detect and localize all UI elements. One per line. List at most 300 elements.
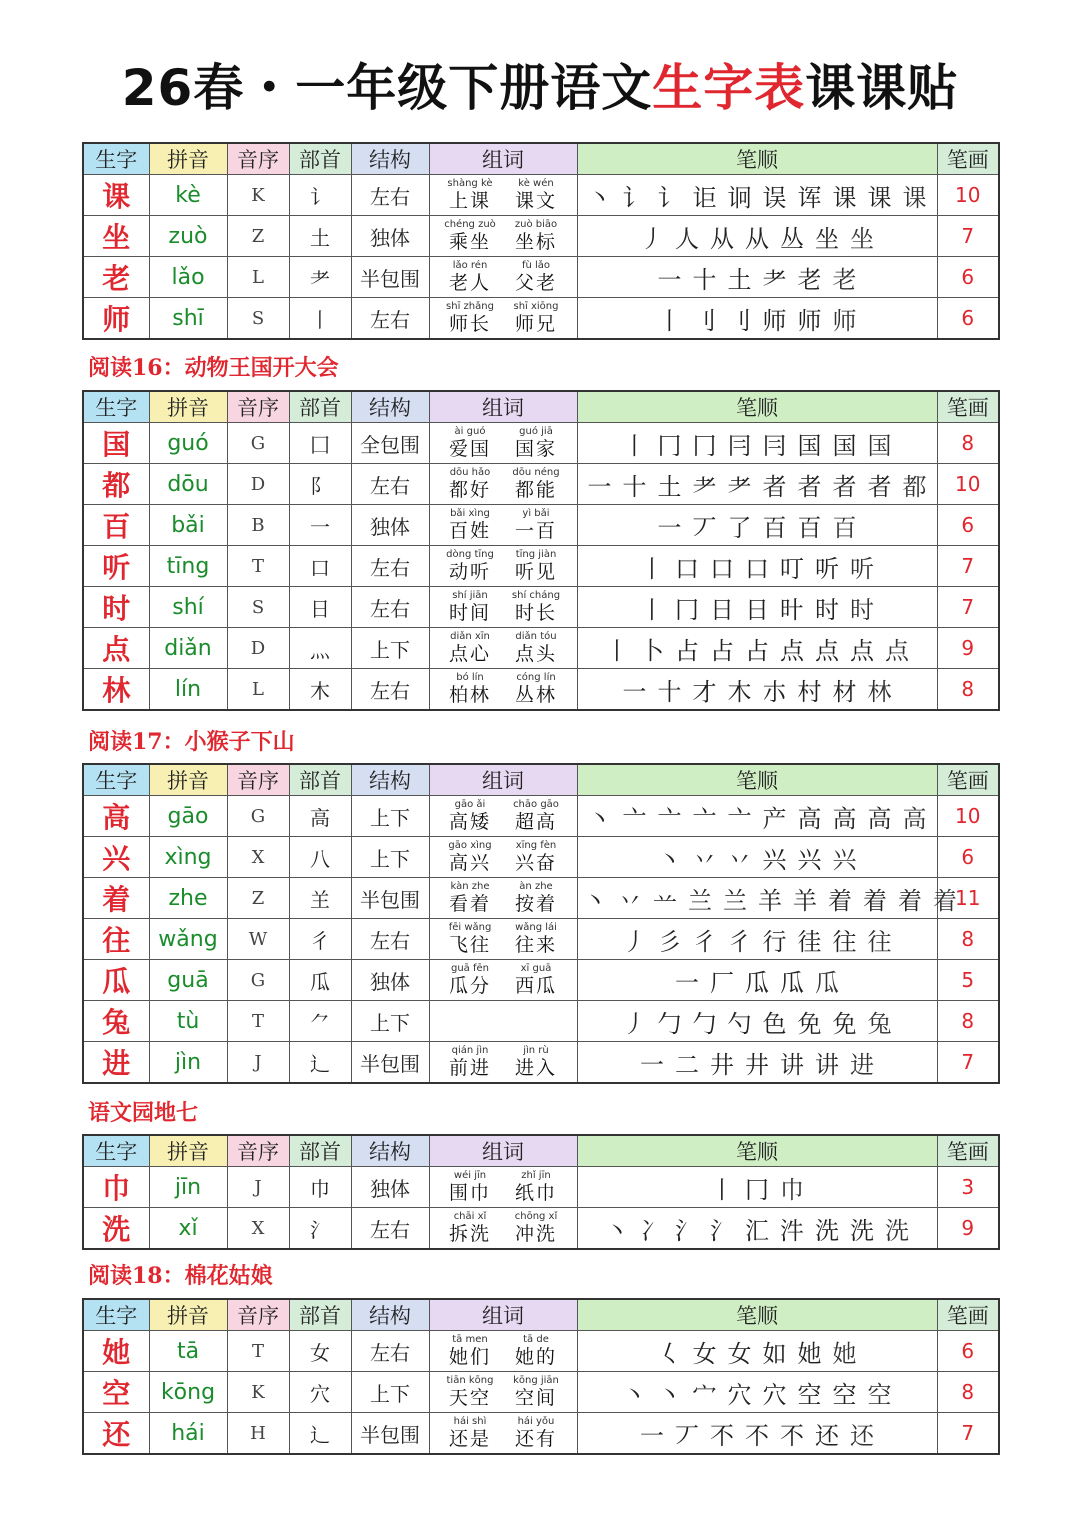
character-cell: 还 bbox=[83, 1413, 149, 1455]
word-pinyin: zuò biāo bbox=[514, 219, 558, 230]
word-pinyin: fēi wǎng bbox=[448, 922, 492, 933]
word-pinyin: diǎn xīn bbox=[450, 631, 490, 642]
stroke-step: 一 bbox=[587, 472, 612, 501]
word-item bbox=[507, 178, 565, 212]
header-count: 笔画 bbox=[937, 391, 999, 423]
stroke-step: 日 bbox=[745, 595, 769, 624]
stroke-step: 羊 bbox=[793, 886, 817, 915]
header-strokes: 笔顺 bbox=[577, 391, 937, 423]
word-pinyin: shí cháng bbox=[511, 590, 561, 601]
word-pinyin: gāo ǎi bbox=[454, 799, 486, 810]
words-cell bbox=[429, 175, 577, 216]
pinyin-cell: zhe bbox=[149, 878, 227, 919]
structure-cell: 左右 bbox=[351, 587, 429, 628]
stroke-order-cell bbox=[577, 505, 937, 546]
structure-cell: 半包围 bbox=[351, 1413, 429, 1455]
stroke-step: 老 bbox=[797, 265, 822, 294]
stroke-step: 高 bbox=[867, 804, 892, 833]
word-text: 时间 bbox=[448, 602, 491, 624]
stroke-step: 十 bbox=[657, 677, 682, 706]
word-text: 围巾 bbox=[448, 1182, 491, 1204]
section-title: 阅读16：动物王国开大会 bbox=[88, 355, 339, 381]
stroke-order-cell bbox=[577, 1167, 937, 1208]
header-radical: 部首 bbox=[289, 764, 351, 796]
word-text: 超高 bbox=[514, 811, 557, 833]
order-cell: G bbox=[227, 423, 289, 464]
structure-cell: 上下 bbox=[351, 628, 429, 669]
word-text: 动听 bbox=[448, 561, 491, 583]
word-item bbox=[507, 963, 565, 997]
stroke-step: 丿 bbox=[622, 927, 647, 956]
words-cell bbox=[429, 1042, 577, 1084]
header-count: 笔画 bbox=[937, 764, 999, 796]
word-item bbox=[441, 1334, 499, 1368]
stroke-count-cell: 8 bbox=[937, 1372, 999, 1413]
word-text: 她的 bbox=[514, 1346, 557, 1368]
order-cell: K bbox=[227, 1372, 289, 1413]
header-words: 组词 bbox=[429, 1135, 577, 1167]
stroke-step: 汇 bbox=[745, 1216, 769, 1245]
stroke-count-cell: 6 bbox=[937, 837, 999, 878]
word-text: 上课 bbox=[448, 190, 491, 212]
stroke-step: 师 bbox=[832, 306, 857, 335]
word-group bbox=[430, 467, 577, 501]
stroke-step: 丨 bbox=[657, 306, 682, 335]
stroke-step: 还 bbox=[850, 1421, 874, 1450]
header-order: 音序 bbox=[227, 391, 289, 423]
word-text: 还是 bbox=[448, 1428, 491, 1450]
stroke-step: 冂 bbox=[745, 1175, 769, 1204]
radical-cell: 口 bbox=[289, 546, 351, 587]
stroke-step: 彳 bbox=[692, 927, 717, 956]
word-group bbox=[430, 799, 577, 833]
stroke-step: 者 bbox=[762, 472, 787, 501]
pinyin-cell: dōu bbox=[149, 464, 227, 505]
structure-cell: 左右 bbox=[351, 1331, 429, 1372]
stroke-step: 丶 bbox=[587, 804, 612, 833]
structure-cell: 独体 bbox=[351, 505, 429, 546]
stroke-step: 丿 bbox=[640, 224, 664, 253]
stroke-step: 汼 bbox=[780, 1216, 804, 1245]
word-text: 课文 bbox=[514, 190, 557, 212]
word-text: 拆洗 bbox=[448, 1223, 491, 1245]
character-table bbox=[82, 1298, 1000, 1455]
stroke-step: 者 bbox=[832, 472, 857, 501]
word-text: 纸巾 bbox=[514, 1182, 557, 1204]
word-item bbox=[507, 840, 565, 874]
stroke-step: 往 bbox=[832, 927, 857, 956]
pinyin-cell: xìng bbox=[149, 837, 227, 878]
stroke-step: 彳 bbox=[727, 927, 752, 956]
stroke-step: 不 bbox=[780, 1421, 804, 1450]
stroke-step: 高 bbox=[832, 804, 857, 833]
stroke-count-cell: 6 bbox=[937, 1331, 999, 1372]
stroke-step: 往 bbox=[867, 927, 892, 956]
word-group bbox=[430, 1375, 577, 1409]
word-item bbox=[507, 301, 565, 335]
stroke-order-cell bbox=[577, 669, 937, 711]
structure-cell: 独体 bbox=[351, 216, 429, 257]
word-item bbox=[441, 1211, 499, 1245]
words-cell bbox=[429, 257, 577, 298]
table-row bbox=[83, 1001, 999, 1042]
word-item bbox=[507, 549, 565, 583]
section-title: 语文园地七 bbox=[88, 1100, 199, 1126]
word-item bbox=[441, 1170, 499, 1204]
radical-cell: 巾 bbox=[289, 1167, 351, 1208]
stroke-step: 一 bbox=[622, 677, 647, 706]
pinyin-cell: tā bbox=[149, 1331, 227, 1372]
word-text: 点心 bbox=[448, 643, 491, 665]
pinyin-cell: jīn bbox=[149, 1167, 227, 1208]
stroke-step: 人 bbox=[675, 224, 699, 253]
word-pinyin: àn zhe bbox=[519, 881, 553, 892]
stroke-step: 国 bbox=[832, 431, 857, 460]
radical-cell: 彳 bbox=[289, 919, 351, 960]
stroke-step: 时 bbox=[815, 595, 839, 624]
stroke-step: 十 bbox=[622, 472, 647, 501]
word-item bbox=[441, 1375, 499, 1409]
table-row bbox=[83, 587, 999, 628]
word-text: 一百 bbox=[514, 520, 557, 542]
stroke-step: 百 bbox=[797, 513, 822, 542]
order-cell: H bbox=[227, 1413, 289, 1455]
stroke-step: 勺 bbox=[727, 1009, 752, 1038]
title-highlight: 生字表 bbox=[652, 59, 806, 117]
words-cell bbox=[429, 796, 577, 837]
pinyin-cell: jìn bbox=[149, 1042, 227, 1084]
stroke-step: 旪 bbox=[780, 595, 804, 624]
stroke-step: 丷 bbox=[692, 845, 717, 874]
word-item bbox=[441, 467, 499, 501]
word-item bbox=[441, 1416, 499, 1450]
structure-cell: 半包围 bbox=[351, 878, 429, 919]
stroke-step: 着 bbox=[898, 886, 922, 915]
character-cell: 都 bbox=[83, 464, 149, 505]
word-text: 爱国 bbox=[448, 438, 491, 460]
word-pinyin: dōu hǎo bbox=[449, 467, 491, 478]
stroke-count-cell: 7 bbox=[937, 546, 999, 587]
header-row bbox=[83, 391, 999, 423]
table-row bbox=[83, 1208, 999, 1250]
header-words: 组词 bbox=[429, 391, 577, 423]
word-item bbox=[507, 631, 565, 665]
word-pinyin: chéng zuò bbox=[444, 219, 496, 230]
stroke-step: 占 bbox=[675, 636, 699, 665]
title-part-1: 26春・一年级下册语文 bbox=[121, 59, 653, 117]
words-cell bbox=[429, 837, 577, 878]
stroke-step: 高 bbox=[902, 804, 927, 833]
stroke-step: 点 bbox=[850, 636, 874, 665]
structure-cell: 左右 bbox=[351, 919, 429, 960]
pinyin-cell: wǎng bbox=[149, 919, 227, 960]
word-group bbox=[430, 426, 577, 460]
word-group bbox=[430, 881, 577, 915]
word-item bbox=[441, 922, 499, 956]
stroke-order-cell bbox=[577, 298, 937, 340]
table-row bbox=[83, 1331, 999, 1372]
stroke-step: 冃 bbox=[727, 431, 752, 460]
stroke-step: 坐 bbox=[850, 224, 874, 253]
header-pinyin: 拼音 bbox=[149, 1135, 227, 1167]
stroke-count-cell: 7 bbox=[937, 1042, 999, 1084]
table-row bbox=[83, 546, 999, 587]
stroke-count-cell: 5 bbox=[937, 960, 999, 1001]
word-item bbox=[507, 799, 565, 833]
word-item bbox=[441, 426, 499, 460]
word-item bbox=[507, 467, 565, 501]
stroke-step: 诨 bbox=[797, 183, 822, 212]
stroke-count-cell: 10 bbox=[937, 175, 999, 216]
stroke-step: 从 bbox=[745, 224, 769, 253]
word-group bbox=[430, 549, 577, 583]
character-cell: 坐 bbox=[83, 216, 149, 257]
word-text: 前进 bbox=[448, 1057, 491, 1079]
stroke-count-cell: 6 bbox=[937, 298, 999, 340]
pinyin-cell: guó bbox=[149, 423, 227, 464]
radical-cell: 穴 bbox=[289, 1372, 351, 1413]
stroke-step: 百 bbox=[832, 513, 857, 542]
word-group bbox=[430, 922, 577, 956]
header-order: 音序 bbox=[227, 1135, 289, 1167]
order-cell: S bbox=[227, 298, 289, 340]
word-pinyin: jìn rù bbox=[523, 1045, 549, 1056]
stroke-order-cell bbox=[577, 960, 937, 1001]
order-cell: T bbox=[227, 1001, 289, 1042]
stroke-count-cell: 7 bbox=[937, 216, 999, 257]
stroke-step: 点 bbox=[780, 636, 804, 665]
stroke-step: 空 bbox=[867, 1380, 892, 1409]
words-cell bbox=[429, 587, 577, 628]
word-text: 看着 bbox=[448, 893, 491, 915]
word-text: 乘坐 bbox=[448, 231, 491, 253]
stroke-step: 师 bbox=[762, 306, 787, 335]
stroke-step: 都 bbox=[902, 472, 927, 501]
stroke-step: 洗 bbox=[815, 1216, 839, 1245]
header-structure: 结构 bbox=[351, 391, 429, 423]
word-item bbox=[507, 1170, 565, 1204]
word-text: 瓜分 bbox=[448, 975, 491, 997]
stroke-count-cell: 8 bbox=[937, 423, 999, 464]
stroke-step: 耂 bbox=[727, 472, 752, 501]
stroke-step: 不 bbox=[745, 1421, 769, 1450]
word-pinyin: ài guó bbox=[454, 426, 486, 437]
character-cell: 往 bbox=[83, 919, 149, 960]
stroke-step: 老 bbox=[832, 265, 857, 294]
stroke-step: 不 bbox=[710, 1421, 734, 1450]
stroke-count-cell: 6 bbox=[937, 505, 999, 546]
structure-cell: 独体 bbox=[351, 1167, 429, 1208]
character-cell: 洗 bbox=[83, 1208, 149, 1250]
stroke-step: 洗 bbox=[885, 1216, 909, 1245]
words-cell bbox=[429, 919, 577, 960]
stroke-step: 材 bbox=[832, 677, 857, 706]
stroke-order-cell bbox=[577, 257, 937, 298]
stroke-step: 还 bbox=[815, 1421, 839, 1450]
order-cell: K bbox=[227, 175, 289, 216]
word-group bbox=[430, 1334, 577, 1368]
stroke-step: 如 bbox=[762, 1339, 787, 1368]
word-pinyin: bó lín bbox=[456, 672, 484, 683]
radical-cell: 灬 bbox=[289, 628, 351, 669]
pinyin-cell: lín bbox=[149, 669, 227, 711]
word-item bbox=[507, 426, 565, 460]
radical-cell: 瓜 bbox=[289, 960, 351, 1001]
order-cell: B bbox=[227, 505, 289, 546]
character-cell: 师 bbox=[83, 298, 149, 340]
stroke-step: 讲 bbox=[815, 1050, 839, 1079]
stroke-step: 丆 bbox=[692, 513, 717, 542]
header-char: 生字 bbox=[83, 764, 149, 796]
stroke-step: 兴 bbox=[762, 845, 787, 874]
table-row bbox=[83, 505, 999, 546]
pinyin-cell: diǎn bbox=[149, 628, 227, 669]
stroke-count-cell: 10 bbox=[937, 464, 999, 505]
character-table bbox=[82, 763, 1000, 1084]
stroke-step: 十 bbox=[692, 265, 717, 294]
order-cell: X bbox=[227, 837, 289, 878]
header-count: 笔画 bbox=[937, 1135, 999, 1167]
stroke-order-cell bbox=[577, 837, 937, 878]
word-item bbox=[441, 508, 499, 542]
stroke-step: 冂 bbox=[675, 595, 699, 624]
stroke-step: 耂 bbox=[762, 265, 787, 294]
stroke-step: 着 bbox=[933, 886, 957, 915]
stroke-step: 丨 bbox=[605, 636, 629, 665]
word-pinyin: chāi xǐ bbox=[453, 1211, 487, 1222]
word-text: 老人 bbox=[448, 272, 491, 294]
stroke-step: 瓜 bbox=[780, 968, 804, 997]
character-cell: 林 bbox=[83, 669, 149, 711]
character-cell: 瓜 bbox=[83, 960, 149, 1001]
structure-cell: 左右 bbox=[351, 464, 429, 505]
table-row bbox=[83, 960, 999, 1001]
header-strokes: 笔顺 bbox=[577, 1135, 937, 1167]
character-table bbox=[82, 142, 1000, 340]
stroke-step: 兴 bbox=[797, 845, 822, 874]
header-order: 音序 bbox=[227, 1299, 289, 1331]
word-text: 西瓜 bbox=[514, 975, 557, 997]
word-text: 按着 bbox=[514, 893, 557, 915]
table-row bbox=[83, 919, 999, 960]
table-row bbox=[83, 1042, 999, 1084]
order-cell: L bbox=[227, 257, 289, 298]
stroke-step: 才 bbox=[692, 677, 717, 706]
word-text: 还有 bbox=[514, 1428, 557, 1450]
pinyin-cell: shí bbox=[149, 587, 227, 628]
character-cell: 高 bbox=[83, 796, 149, 837]
order-cell: G bbox=[227, 960, 289, 1001]
stroke-step: 误 bbox=[762, 183, 787, 212]
header-radical: 部首 bbox=[289, 1299, 351, 1331]
radical-cell: 一 bbox=[289, 505, 351, 546]
word-pinyin: qián jìn bbox=[451, 1045, 489, 1056]
character-cell: 点 bbox=[83, 628, 149, 669]
word-pinyin: chōng xǐ bbox=[514, 1211, 558, 1222]
stroke-step: 亠 bbox=[727, 804, 752, 833]
word-text: 柏林 bbox=[448, 684, 491, 706]
word-text: 冲洗 bbox=[514, 1223, 557, 1245]
word-item bbox=[441, 799, 499, 833]
table-row bbox=[83, 878, 999, 919]
header-row bbox=[83, 1299, 999, 1331]
pinyin-cell: bǎi bbox=[149, 505, 227, 546]
word-group bbox=[430, 301, 577, 335]
word-item bbox=[507, 1375, 565, 1409]
stroke-order-cell bbox=[577, 919, 937, 960]
stroke-step: 者 bbox=[867, 472, 892, 501]
stroke-step: 听 bbox=[850, 554, 874, 583]
word-group bbox=[430, 1211, 577, 1245]
stroke-step: 讵 bbox=[692, 183, 717, 212]
radical-cell: 阝 bbox=[289, 464, 351, 505]
header-structure: 结构 bbox=[351, 1135, 429, 1167]
order-cell: Z bbox=[227, 878, 289, 919]
word-pinyin: tā de bbox=[523, 1334, 549, 1345]
word-group bbox=[430, 631, 577, 665]
stroke-step: 女 bbox=[727, 1339, 752, 1368]
stroke-step: 穴 bbox=[727, 1380, 752, 1409]
stroke-step: 百 bbox=[762, 513, 787, 542]
word-item bbox=[507, 1045, 565, 1079]
stroke-count-cell: 7 bbox=[937, 1413, 999, 1455]
pinyin-cell: gāo bbox=[149, 796, 227, 837]
stroke-step: 丶 bbox=[587, 183, 612, 212]
word-group bbox=[430, 1045, 577, 1079]
header-structure: 结构 bbox=[351, 1299, 429, 1331]
word-item bbox=[441, 631, 499, 665]
word-item bbox=[441, 672, 499, 706]
header-strokes: 笔顺 bbox=[577, 143, 937, 175]
stroke-step: 丛 bbox=[780, 224, 804, 253]
table-row bbox=[83, 175, 999, 216]
structure-cell: 上下 bbox=[351, 796, 429, 837]
stroke-order-cell bbox=[577, 878, 957, 919]
stroke-count-cell: 9 bbox=[937, 628, 999, 669]
structure-cell: 左右 bbox=[351, 175, 429, 216]
character-table bbox=[82, 390, 1000, 711]
word-item bbox=[507, 1416, 565, 1450]
stroke-step: 井 bbox=[710, 1050, 734, 1079]
structure-cell: 上下 bbox=[351, 837, 429, 878]
stroke-step: 诇 bbox=[727, 183, 752, 212]
stroke-step: 勹 bbox=[657, 1009, 682, 1038]
character-cell: 老 bbox=[83, 257, 149, 298]
character-cell: 进 bbox=[83, 1042, 149, 1084]
stroke-order-cell bbox=[577, 1372, 937, 1413]
stroke-count-cell: 7 bbox=[937, 587, 999, 628]
header-count: 笔画 bbox=[937, 143, 999, 175]
word-item bbox=[507, 508, 565, 542]
words-cell bbox=[429, 1372, 577, 1413]
stroke-step: 刂 bbox=[727, 306, 752, 335]
pinyin-cell: kōng bbox=[149, 1372, 227, 1413]
word-pinyin: gāo xìng bbox=[448, 840, 492, 851]
word-item bbox=[507, 881, 565, 915]
order-cell: T bbox=[227, 1331, 289, 1372]
stroke-order-cell bbox=[577, 216, 937, 257]
stroke-step: 丶 bbox=[657, 845, 682, 874]
word-group bbox=[430, 508, 577, 542]
stroke-step: 丿 bbox=[622, 1009, 647, 1038]
word-text: 都能 bbox=[514, 479, 557, 501]
word-text: 高矮 bbox=[448, 811, 491, 833]
word-pinyin: hái yǒu bbox=[517, 1416, 555, 1427]
stroke-step: 免 bbox=[797, 1009, 822, 1038]
word-pinyin: shí jiān bbox=[452, 590, 488, 601]
words-cell bbox=[429, 546, 577, 587]
stroke-step: 木 bbox=[727, 677, 752, 706]
